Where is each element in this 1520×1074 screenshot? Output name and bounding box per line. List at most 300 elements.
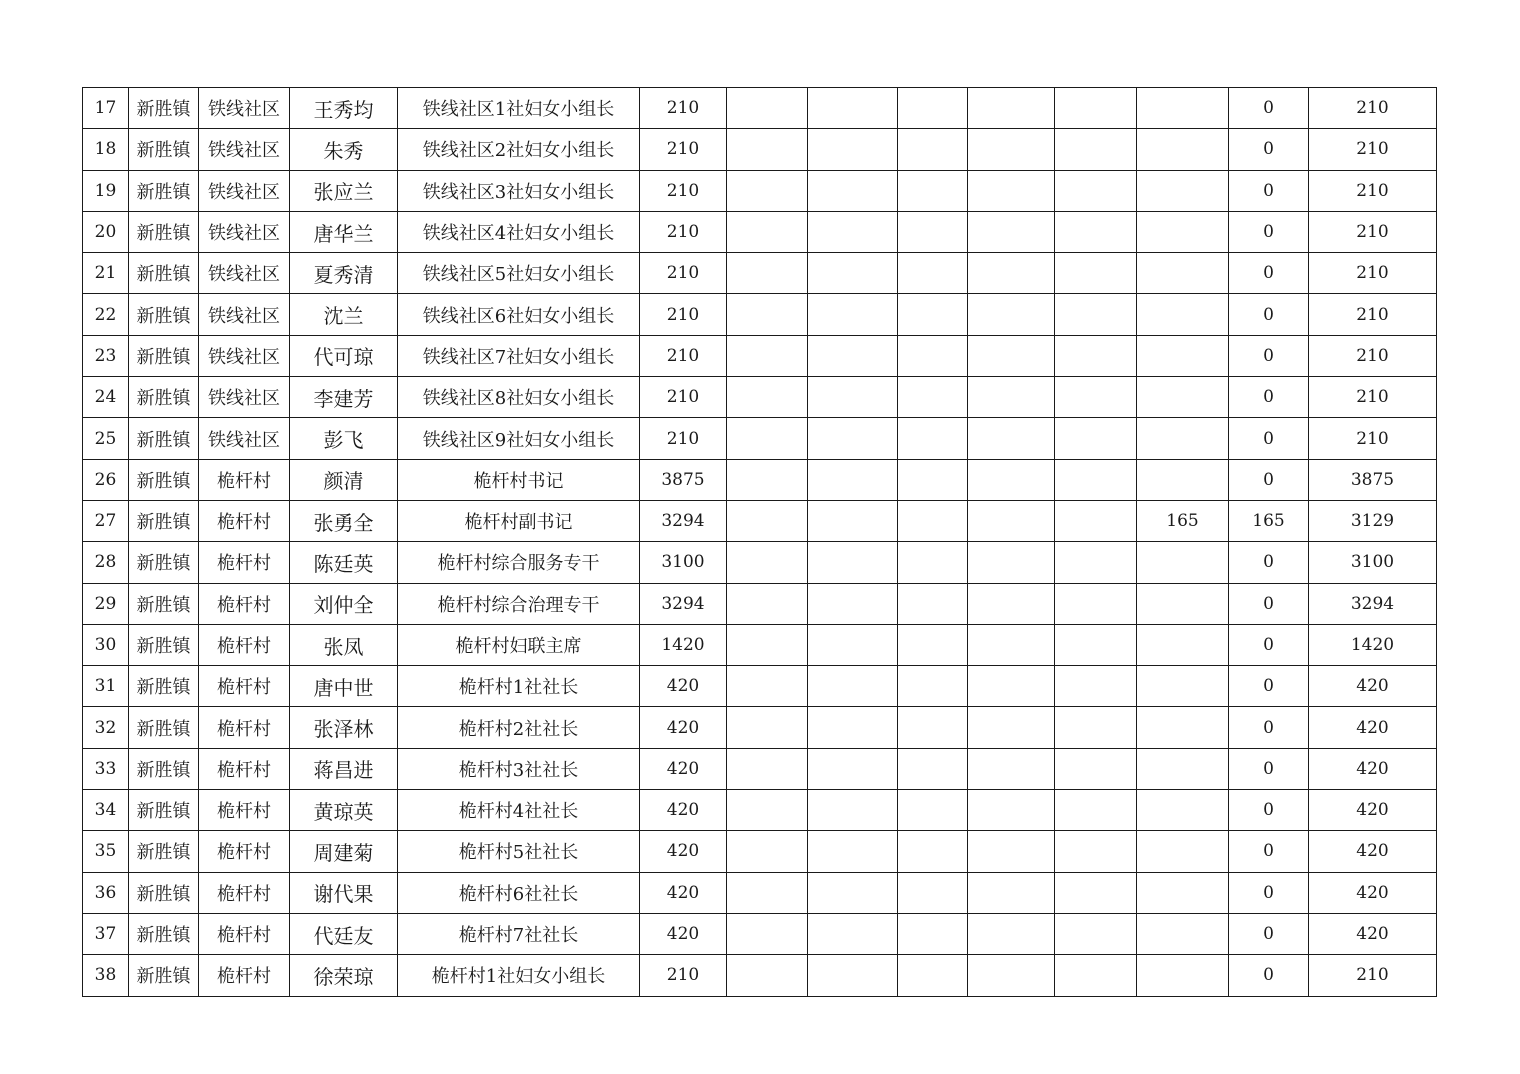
cell-col-10 bbox=[968, 129, 1055, 170]
cell-col-8 bbox=[808, 790, 898, 831]
cell-person-name: 夏秀清 bbox=[290, 253, 398, 294]
cell-village: 铁线社区 bbox=[199, 377, 290, 418]
cell-col-9 bbox=[898, 211, 968, 252]
cell-col-10 bbox=[968, 170, 1055, 211]
cell-col-11 bbox=[1055, 129, 1137, 170]
cell-position: 铁线社区3社妇女小组长 bbox=[398, 170, 640, 211]
cell-col-7 bbox=[727, 253, 808, 294]
cell-position: 铁线社区7社妇女小组长 bbox=[398, 335, 640, 376]
cell-person-name: 蒋昌进 bbox=[290, 748, 398, 789]
cell-town: 新胜镇 bbox=[129, 459, 199, 500]
cell-col-8 bbox=[808, 377, 898, 418]
cell-col-7 bbox=[727, 294, 808, 335]
cell-col-9 bbox=[898, 748, 968, 789]
cell-base-amount: 3294 bbox=[640, 500, 727, 541]
cell-col-7 bbox=[727, 500, 808, 541]
cell-base-amount: 1420 bbox=[640, 624, 727, 665]
cell-deduction-total: 0 bbox=[1229, 542, 1309, 583]
cell-col-8 bbox=[808, 500, 898, 541]
cell-person-name: 谢代果 bbox=[290, 872, 398, 913]
cell-town: 新胜镇 bbox=[129, 129, 199, 170]
cell-col-9 bbox=[898, 500, 968, 541]
table-row bbox=[83, 170, 1437, 211]
cell-col-11 bbox=[1055, 335, 1137, 376]
cell-net-amount: 210 bbox=[1309, 88, 1437, 129]
cell-base-amount: 420 bbox=[640, 913, 727, 954]
cell-position: 桅杆村4社社长 bbox=[398, 790, 640, 831]
cell-net-amount: 210 bbox=[1309, 170, 1437, 211]
cell-net-amount: 420 bbox=[1309, 790, 1437, 831]
cell-town: 新胜镇 bbox=[129, 831, 199, 872]
cell-deduction-item bbox=[1137, 335, 1229, 376]
cell-base-amount: 420 bbox=[640, 707, 727, 748]
cell-deduction-item bbox=[1137, 418, 1229, 459]
cell-deduction-item bbox=[1137, 872, 1229, 913]
cell-index: 27 bbox=[83, 500, 129, 541]
cell-base-amount: 210 bbox=[640, 294, 727, 335]
cell-deduction-item bbox=[1137, 955, 1229, 996]
cell-col-10 bbox=[968, 831, 1055, 872]
cell-col-8 bbox=[808, 418, 898, 459]
cell-town: 新胜镇 bbox=[129, 955, 199, 996]
table-row bbox=[83, 418, 1437, 459]
cell-index: 23 bbox=[83, 335, 129, 376]
cell-village: 铁线社区 bbox=[199, 294, 290, 335]
cell-col-10 bbox=[968, 542, 1055, 583]
cell-col-8 bbox=[808, 294, 898, 335]
cell-col-8 bbox=[808, 831, 898, 872]
cell-town: 新胜镇 bbox=[129, 88, 199, 129]
table-row bbox=[83, 666, 1437, 707]
cell-position: 桅杆村5社社长 bbox=[398, 831, 640, 872]
cell-deduction-total: 0 bbox=[1229, 831, 1309, 872]
cell-person-name: 黄琼英 bbox=[290, 790, 398, 831]
cell-deduction-total: 0 bbox=[1229, 583, 1309, 624]
cell-col-9 bbox=[898, 129, 968, 170]
cell-col-8 bbox=[808, 129, 898, 170]
cell-net-amount: 420 bbox=[1309, 748, 1437, 789]
cell-col-11 bbox=[1055, 294, 1137, 335]
cell-base-amount: 210 bbox=[640, 170, 727, 211]
cell-col-7 bbox=[727, 707, 808, 748]
table-row bbox=[83, 955, 1437, 996]
cell-col-7 bbox=[727, 913, 808, 954]
cell-village: 桅杆村 bbox=[199, 624, 290, 665]
cell-col-8 bbox=[808, 583, 898, 624]
cell-net-amount: 1420 bbox=[1309, 624, 1437, 665]
cell-person-name: 彭飞 bbox=[290, 418, 398, 459]
cell-col-9 bbox=[898, 913, 968, 954]
cell-index: 36 bbox=[83, 872, 129, 913]
cell-net-amount: 3875 bbox=[1309, 459, 1437, 500]
cell-net-amount: 210 bbox=[1309, 418, 1437, 459]
cell-deduction-item bbox=[1137, 583, 1229, 624]
cell-person-name: 沈兰 bbox=[290, 294, 398, 335]
cell-index: 34 bbox=[83, 790, 129, 831]
cell-col-11 bbox=[1055, 211, 1137, 252]
cell-village: 桅杆村 bbox=[199, 790, 290, 831]
cell-deduction-total: 0 bbox=[1229, 666, 1309, 707]
cell-col-7 bbox=[727, 790, 808, 831]
cell-deduction-item: 165 bbox=[1137, 500, 1229, 541]
cell-col-11 bbox=[1055, 542, 1137, 583]
cell-village: 铁线社区 bbox=[199, 88, 290, 129]
cell-col-9 bbox=[898, 790, 968, 831]
table-row bbox=[83, 335, 1437, 376]
cell-person-name: 颜清 bbox=[290, 459, 398, 500]
cell-col-8 bbox=[808, 335, 898, 376]
cell-base-amount: 210 bbox=[640, 211, 727, 252]
cell-person-name: 李建芳 bbox=[290, 377, 398, 418]
cell-base-amount: 420 bbox=[640, 748, 727, 789]
cell-col-11 bbox=[1055, 583, 1137, 624]
cell-town: 新胜镇 bbox=[129, 211, 199, 252]
table-row bbox=[83, 790, 1437, 831]
table-row bbox=[83, 294, 1437, 335]
cell-net-amount: 3294 bbox=[1309, 583, 1437, 624]
cell-base-amount: 210 bbox=[640, 955, 727, 996]
cell-town: 新胜镇 bbox=[129, 583, 199, 624]
cell-index: 26 bbox=[83, 459, 129, 500]
cell-position: 铁线社区2社妇女小组长 bbox=[398, 129, 640, 170]
cell-person-name: 张泽林 bbox=[290, 707, 398, 748]
cell-position: 桅杆村综合服务专干 bbox=[398, 542, 640, 583]
cell-deduction-total: 0 bbox=[1229, 748, 1309, 789]
cell-position: 铁线社区9社妇女小组长 bbox=[398, 418, 640, 459]
cell-col-10 bbox=[968, 253, 1055, 294]
cell-base-amount: 210 bbox=[640, 377, 727, 418]
cell-town: 新胜镇 bbox=[129, 418, 199, 459]
cell-deduction-item bbox=[1137, 913, 1229, 954]
cell-position: 桅杆村1社妇女小组长 bbox=[398, 955, 640, 996]
table-row bbox=[83, 211, 1437, 252]
cell-index: 37 bbox=[83, 913, 129, 954]
table-body bbox=[83, 88, 1437, 997]
cell-deduction-total: 0 bbox=[1229, 955, 1309, 996]
cell-person-name: 朱秀 bbox=[290, 129, 398, 170]
cell-index: 35 bbox=[83, 831, 129, 872]
cell-town: 新胜镇 bbox=[129, 872, 199, 913]
cell-town: 新胜镇 bbox=[129, 707, 199, 748]
cell-base-amount: 420 bbox=[640, 872, 727, 913]
cell-col-9 bbox=[898, 294, 968, 335]
cell-col-10 bbox=[968, 88, 1055, 129]
cell-village: 铁线社区 bbox=[199, 418, 290, 459]
cell-col-11 bbox=[1055, 748, 1137, 789]
cell-person-name: 张应兰 bbox=[290, 170, 398, 211]
cell-position: 铁线社区1社妇女小组长 bbox=[398, 88, 640, 129]
cell-index: 24 bbox=[83, 377, 129, 418]
cell-col-9 bbox=[898, 583, 968, 624]
cell-net-amount: 210 bbox=[1309, 955, 1437, 996]
cell-deduction-item bbox=[1137, 253, 1229, 294]
cell-col-10 bbox=[968, 913, 1055, 954]
cell-base-amount: 210 bbox=[640, 335, 727, 376]
cell-index: 28 bbox=[83, 542, 129, 583]
cell-col-8 bbox=[808, 624, 898, 665]
cell-col-7 bbox=[727, 418, 808, 459]
cell-deduction-item bbox=[1137, 790, 1229, 831]
cell-base-amount: 420 bbox=[640, 666, 727, 707]
cell-village: 桅杆村 bbox=[199, 542, 290, 583]
cell-position: 桅杆村副书记 bbox=[398, 500, 640, 541]
cell-col-8 bbox=[808, 170, 898, 211]
cell-deduction-total: 165 bbox=[1229, 500, 1309, 541]
table-row bbox=[83, 624, 1437, 665]
cell-net-amount: 210 bbox=[1309, 253, 1437, 294]
cell-deduction-total: 0 bbox=[1229, 913, 1309, 954]
table-row bbox=[83, 253, 1437, 294]
cell-deduction-total: 0 bbox=[1229, 335, 1309, 376]
cell-deduction-item bbox=[1137, 542, 1229, 583]
cell-position: 桅杆村书记 bbox=[398, 459, 640, 500]
cell-village: 桅杆村 bbox=[199, 955, 290, 996]
cell-col-9 bbox=[898, 88, 968, 129]
cell-town: 新胜镇 bbox=[129, 335, 199, 376]
cell-col-10 bbox=[968, 872, 1055, 913]
cell-village: 桅杆村 bbox=[199, 500, 290, 541]
cell-col-10 bbox=[968, 459, 1055, 500]
cell-base-amount: 3294 bbox=[640, 583, 727, 624]
cell-position: 铁线社区6社妇女小组长 bbox=[398, 294, 640, 335]
table-row bbox=[83, 748, 1437, 789]
cell-person-name: 徐荣琼 bbox=[290, 955, 398, 996]
cell-base-amount: 3100 bbox=[640, 542, 727, 583]
cell-col-9 bbox=[898, 831, 968, 872]
cell-town: 新胜镇 bbox=[129, 624, 199, 665]
cell-net-amount: 3129 bbox=[1309, 500, 1437, 541]
cell-col-7 bbox=[727, 748, 808, 789]
cell-town: 新胜镇 bbox=[129, 748, 199, 789]
cell-net-amount: 420 bbox=[1309, 872, 1437, 913]
cell-deduction-item bbox=[1137, 294, 1229, 335]
cell-index: 30 bbox=[83, 624, 129, 665]
cell-net-amount: 420 bbox=[1309, 913, 1437, 954]
cell-position: 铁线社区4社妇女小组长 bbox=[398, 211, 640, 252]
cell-person-name: 代可琼 bbox=[290, 335, 398, 376]
cell-deduction-total: 0 bbox=[1229, 377, 1309, 418]
cell-village: 桅杆村 bbox=[199, 831, 290, 872]
table-row bbox=[83, 459, 1437, 500]
cell-col-8 bbox=[808, 872, 898, 913]
cell-village: 桅杆村 bbox=[199, 583, 290, 624]
cell-col-7 bbox=[727, 129, 808, 170]
cell-col-7 bbox=[727, 624, 808, 665]
cell-position: 桅杆村6社社长 bbox=[398, 872, 640, 913]
cell-col-10 bbox=[968, 790, 1055, 831]
cell-village: 桅杆村 bbox=[199, 872, 290, 913]
cell-col-7 bbox=[727, 955, 808, 996]
cell-net-amount: 210 bbox=[1309, 377, 1437, 418]
cell-col-11 bbox=[1055, 955, 1137, 996]
table-row bbox=[83, 583, 1437, 624]
cell-position: 铁线社区5社妇女小组长 bbox=[398, 253, 640, 294]
cell-col-11 bbox=[1055, 831, 1137, 872]
cell-deduction-item bbox=[1137, 170, 1229, 211]
cell-col-7 bbox=[727, 88, 808, 129]
cell-index: 22 bbox=[83, 294, 129, 335]
cell-village: 桅杆村 bbox=[199, 748, 290, 789]
cell-net-amount: 420 bbox=[1309, 707, 1437, 748]
cell-col-7 bbox=[727, 542, 808, 583]
cell-deduction-item bbox=[1137, 831, 1229, 872]
table-row bbox=[83, 88, 1437, 129]
cell-village: 铁线社区 bbox=[199, 211, 290, 252]
cell-net-amount: 210 bbox=[1309, 294, 1437, 335]
table-row bbox=[83, 831, 1437, 872]
cell-col-11 bbox=[1055, 418, 1137, 459]
cell-town: 新胜镇 bbox=[129, 294, 199, 335]
cell-town: 新胜镇 bbox=[129, 913, 199, 954]
cell-col-7 bbox=[727, 377, 808, 418]
cell-person-name: 唐中世 bbox=[290, 666, 398, 707]
cell-col-9 bbox=[898, 335, 968, 376]
cell-col-9 bbox=[898, 955, 968, 996]
cell-index: 18 bbox=[83, 129, 129, 170]
cell-col-8 bbox=[808, 211, 898, 252]
cell-index: 21 bbox=[83, 253, 129, 294]
cell-col-10 bbox=[968, 748, 1055, 789]
cell-index: 38 bbox=[83, 955, 129, 996]
cell-col-10 bbox=[968, 377, 1055, 418]
cell-net-amount: 420 bbox=[1309, 666, 1437, 707]
table-row bbox=[83, 872, 1437, 913]
cell-town: 新胜镇 bbox=[129, 666, 199, 707]
cell-person-name: 代廷友 bbox=[290, 913, 398, 954]
cell-index: 19 bbox=[83, 170, 129, 211]
cell-village: 桅杆村 bbox=[199, 459, 290, 500]
cell-col-8 bbox=[808, 748, 898, 789]
cell-position: 桅杆村妇联主席 bbox=[398, 624, 640, 665]
cell-person-name: 周建菊 bbox=[290, 831, 398, 872]
cell-village: 铁线社区 bbox=[199, 129, 290, 170]
cell-net-amount: 210 bbox=[1309, 129, 1437, 170]
cell-position: 桅杆村1社社长 bbox=[398, 666, 640, 707]
cell-col-7 bbox=[727, 583, 808, 624]
cell-position: 铁线社区8社妇女小组长 bbox=[398, 377, 640, 418]
cell-village: 桅杆村 bbox=[199, 666, 290, 707]
cell-deduction-item bbox=[1137, 459, 1229, 500]
cell-col-10 bbox=[968, 418, 1055, 459]
cell-col-11 bbox=[1055, 88, 1137, 129]
cell-deduction-item bbox=[1137, 88, 1229, 129]
cell-town: 新胜镇 bbox=[129, 170, 199, 211]
cell-net-amount: 3100 bbox=[1309, 542, 1437, 583]
cell-col-9 bbox=[898, 666, 968, 707]
cell-deduction-item bbox=[1137, 707, 1229, 748]
cell-col-11 bbox=[1055, 913, 1137, 954]
cell-village: 桅杆村 bbox=[199, 913, 290, 954]
cell-position: 桅杆村综合治理专干 bbox=[398, 583, 640, 624]
cell-col-7 bbox=[727, 170, 808, 211]
cell-net-amount: 210 bbox=[1309, 335, 1437, 376]
table-row bbox=[83, 377, 1437, 418]
cell-col-7 bbox=[727, 831, 808, 872]
cell-col-9 bbox=[898, 459, 968, 500]
cell-col-10 bbox=[968, 707, 1055, 748]
cell-col-10 bbox=[968, 666, 1055, 707]
cell-index: 33 bbox=[83, 748, 129, 789]
cell-person-name: 唐华兰 bbox=[290, 211, 398, 252]
cell-col-11 bbox=[1055, 170, 1137, 211]
cell-deduction-total: 0 bbox=[1229, 872, 1309, 913]
cell-col-10 bbox=[968, 294, 1055, 335]
cell-col-10 bbox=[968, 955, 1055, 996]
cell-village: 铁线社区 bbox=[199, 335, 290, 376]
cell-deduction-total: 0 bbox=[1229, 707, 1309, 748]
cell-col-8 bbox=[808, 666, 898, 707]
table-row bbox=[83, 129, 1437, 170]
cell-person-name: 王秀均 bbox=[290, 88, 398, 129]
cell-index: 32 bbox=[83, 707, 129, 748]
cell-index: 17 bbox=[83, 88, 129, 129]
cell-col-11 bbox=[1055, 790, 1137, 831]
cell-position: 桅杆村7社社长 bbox=[398, 913, 640, 954]
cell-col-9 bbox=[898, 624, 968, 665]
cell-col-8 bbox=[808, 459, 898, 500]
cell-deduction-item bbox=[1137, 129, 1229, 170]
cell-deduction-total: 0 bbox=[1229, 211, 1309, 252]
cell-deduction-item bbox=[1137, 377, 1229, 418]
cell-deduction-total: 0 bbox=[1229, 459, 1309, 500]
cell-col-9 bbox=[898, 170, 968, 211]
cell-base-amount: 210 bbox=[640, 88, 727, 129]
cell-col-9 bbox=[898, 418, 968, 459]
cell-town: 新胜镇 bbox=[129, 253, 199, 294]
cell-col-7 bbox=[727, 872, 808, 913]
cell-index: 25 bbox=[83, 418, 129, 459]
cell-person-name: 陈廷英 bbox=[290, 542, 398, 583]
cell-village: 桅杆村 bbox=[199, 707, 290, 748]
cell-index: 31 bbox=[83, 666, 129, 707]
cell-col-8 bbox=[808, 88, 898, 129]
cell-col-10 bbox=[968, 500, 1055, 541]
cell-deduction-total: 0 bbox=[1229, 418, 1309, 459]
cell-col-10 bbox=[968, 583, 1055, 624]
cell-col-10 bbox=[968, 624, 1055, 665]
cell-net-amount: 210 bbox=[1309, 211, 1437, 252]
cell-col-10 bbox=[968, 335, 1055, 376]
cell-col-7 bbox=[727, 459, 808, 500]
table-row bbox=[83, 542, 1437, 583]
cell-col-11 bbox=[1055, 624, 1137, 665]
cell-col-9 bbox=[898, 707, 968, 748]
cell-deduction-item bbox=[1137, 748, 1229, 789]
cell-index: 29 bbox=[83, 583, 129, 624]
cell-col-11 bbox=[1055, 872, 1137, 913]
cell-col-8 bbox=[808, 542, 898, 583]
cell-col-8 bbox=[808, 253, 898, 294]
table-row bbox=[83, 913, 1437, 954]
cell-col-11 bbox=[1055, 666, 1137, 707]
cell-deduction-total: 0 bbox=[1229, 88, 1309, 129]
cell-col-11 bbox=[1055, 459, 1137, 500]
cell-col-7 bbox=[727, 335, 808, 376]
table-row bbox=[83, 500, 1437, 541]
table-row bbox=[83, 707, 1437, 748]
cell-deduction-total: 0 bbox=[1229, 790, 1309, 831]
cell-deduction-item bbox=[1137, 211, 1229, 252]
cell-person-name: 张凤 bbox=[290, 624, 398, 665]
cell-col-10 bbox=[968, 211, 1055, 252]
cell-position: 桅杆村2社社长 bbox=[398, 707, 640, 748]
cell-base-amount: 210 bbox=[640, 253, 727, 294]
cell-town: 新胜镇 bbox=[129, 542, 199, 583]
cell-col-9 bbox=[898, 872, 968, 913]
cell-base-amount: 210 bbox=[640, 129, 727, 170]
cell-col-8 bbox=[808, 955, 898, 996]
payroll-table bbox=[82, 87, 1437, 997]
